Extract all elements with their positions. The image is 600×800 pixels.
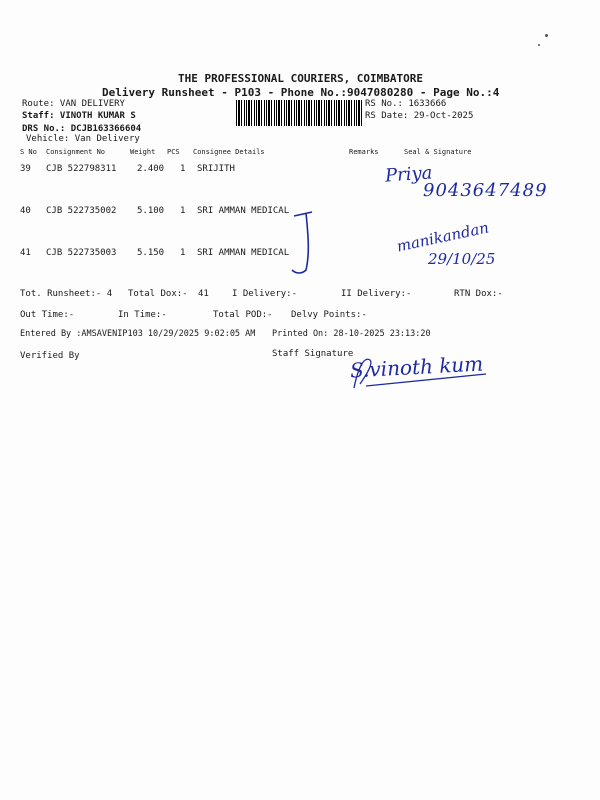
ii-delivery: II Delivery:- xyxy=(341,289,412,299)
verified-by: Verified By xyxy=(20,351,80,361)
company-title: THE PROFESSIONAL COURIERS, COIMBATORE xyxy=(178,72,424,85)
row-consignee: SRIJITH xyxy=(197,164,235,174)
row-consignee: SRI AMMAN MEDICAL xyxy=(197,248,290,258)
handwritten-name-2: manikandan xyxy=(395,218,491,256)
out-time: Out Time:- xyxy=(20,310,75,320)
row-pcs: 1 xyxy=(180,206,186,216)
row-sno: 40 xyxy=(20,206,31,216)
tot-runsheet: Tot. Runsheet:- 4 xyxy=(20,289,113,299)
route-label: Route: VAN DELIVERY xyxy=(22,99,125,109)
in-time: In Time:- xyxy=(118,310,167,320)
barcode xyxy=(236,100,362,126)
vehicle-label: Vehicle: Van Delivery xyxy=(26,134,140,144)
staff-label: Staff: VINOTH KUMAR S xyxy=(22,111,136,121)
col-weight-header: Weight xyxy=(130,148,156,156)
row-sno: 39 xyxy=(20,164,31,174)
delvy-points: Delvy Points:- xyxy=(291,310,367,320)
staff-signature-label: Staff Signature xyxy=(272,349,354,359)
col-consignee-header: Consignee Details xyxy=(193,148,265,156)
total-pod: Total POD:- xyxy=(213,310,273,320)
col-pcs-header: PCS xyxy=(167,148,180,156)
scan-speck xyxy=(545,34,548,37)
rtn-dox: RTN Dox:- xyxy=(454,289,503,299)
handwritten-date: 29/10/25 xyxy=(428,250,496,268)
row-pcs: 1 xyxy=(180,248,186,258)
total-dox-value: 41 xyxy=(198,289,209,299)
row-consignment: CJB 522735002 xyxy=(46,206,117,216)
row-weight: 5.150 xyxy=(137,248,165,258)
signature-flourish xyxy=(346,348,496,393)
row-consignment: CJB 522735003 xyxy=(46,248,117,258)
rs-no-label: RS No.: 1633666 xyxy=(365,99,447,109)
entered-by: Entered By :AMSAVENIP103 10/29/2025 9:02:05 AM xyxy=(20,329,256,339)
row-consignment: CJB 522798311 xyxy=(46,164,117,174)
total-dox-label: Total Dox:- xyxy=(128,289,188,299)
drs-label: DRS No.: DCJB163366604 xyxy=(22,124,142,134)
row-weight: 2.400 xyxy=(137,164,165,174)
handwritten-phone: 9043647489 xyxy=(423,180,548,201)
rs-date-label: RS Date: 29-Oct-2025 xyxy=(365,111,474,121)
staff-signature: S.vinoth kum xyxy=(349,351,484,383)
i-delivery: I Delivery:- xyxy=(232,289,298,299)
col-sno-header: S No xyxy=(20,148,37,156)
col-remarks-header: Remarks xyxy=(349,148,379,156)
row-pcs: 1 xyxy=(180,164,186,174)
row-consignee: SRI AMMAN MEDICAL xyxy=(197,206,290,216)
runsheet-title: Delivery Runsheet - P103 - Phone No.:9047080280 - Page No.:4 xyxy=(102,86,500,99)
col-seal-header: Seal & Signature xyxy=(404,148,472,156)
row-weight: 5.100 xyxy=(137,206,165,216)
printed-on: Printed On: 28-10-2025 23:13:20 xyxy=(272,329,431,339)
row-sno: 41 xyxy=(20,248,31,258)
col-consignment-header: Consignment No xyxy=(46,148,106,156)
scan-speck xyxy=(538,44,540,46)
handwritten-name-1: Priya xyxy=(384,162,434,187)
bracket-mark xyxy=(288,208,318,278)
